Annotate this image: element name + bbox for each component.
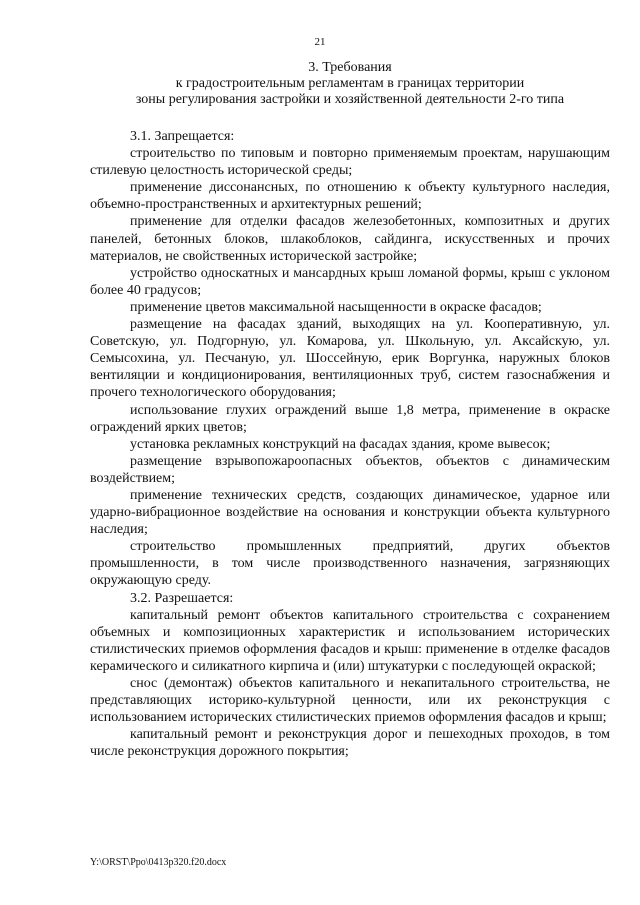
- list-item: размещение взрывопожароопасных объектов, объектов с динамическим воздействием;: [90, 453, 610, 486]
- list-item: использование глухих ограждений выше 1,8 метра, применение в окраске ограждений ярких цветов;: [90, 402, 610, 435]
- section-label-prohibited: 3.1. Запрещается:: [130, 129, 235, 144]
- heading-title: 3. Требования: [308, 60, 392, 75]
- list-item: строительство промышленных предприятий, других объектов промышленности, в том числе производственного назначения, загрязняющих окружающую среду.: [90, 539, 610, 589]
- section-label-allowed: 3.2. Разрешается:: [130, 590, 234, 606]
- heading-subtitle-line1: к градостроительным регламентам в границах территории: [175, 76, 525, 91]
- list-item: применение цветов максимальной насыщенности в окраске фасадов;: [130, 299, 542, 315]
- list-item: строительство по типовым и повторно применяемым проектам, нарушающим стилевую целостность исторической среды;: [90, 146, 610, 179]
- footer-file-path: Y:\ORST\Ppo\0413p320.f20.docx: [90, 857, 227, 868]
- page-number: 21: [314, 36, 326, 48]
- list-item: снос (демонтаж) объектов капитального и некапитального строительства, не представляющих историко-культурной ценности, или их реконструкция с использованием исторических стилистических приемов оформления фасадов и крыш;: [90, 676, 610, 726]
- list-item: применение технических средств, создающих динамическое, ударное или ударно-вибрационное воздействие на основания и конструкции объекта культурного наследия;: [90, 487, 610, 538]
- list-item: применение для отделки фасадов железобетонных, композитных и других панелей, бетонных блоков, шлакоблоков, сайдинга, искусственных и прочих материалов, не свойственных исторической застройке;: [90, 214, 610, 264]
- list-item: установка рекламных конструкций на фасадах здания, кроме вывесок;: [130, 436, 551, 452]
- list-item: устройство односкатных и мансардных крыш ломаной формы, крыш с уклоном более 40 градусов;: [90, 265, 610, 298]
- list-item: капитальный ремонт и реконструкция дорог и пешеходных проходов, в том числе реконструкция дорожного покрытия;: [90, 727, 610, 760]
- document-body: [90, 128, 610, 760]
- section-heading: [90, 60, 610, 108]
- list-item: размещение на фасадах зданий, выходящих на ул. Кооперативную, ул. Советскую, ул. Подгорную, ул. Комарова, ул. Школьную, ул. Аксайскую, ул. Семысохина, ул. Песчаную, ул. Шоссейную, ерик Воргунка, наружных блоков вентиляции и кондиционирования, вентиляционных труб, систем газоснабжения и прочего технологического оборудования;: [90, 317, 610, 401]
- list-item: применение диссонансных, по отношению к объекту культурного наследия, объемно-пространственных и архитектурных решений;: [90, 180, 610, 213]
- heading-subtitle-line2: зоны регулирования застройки и хозяйственной деятельности 2-го типа: [135, 92, 565, 107]
- list-item: капитальный ремонт объектов капитального строительства с сохранением объемных и композиционных характеристик и использованием исторических стилистических приемов оформления фасадов и крыш: применение в отделке фасадов керамического и силикатного кирпича и (или) штукатурки с последующей окраской;: [90, 607, 610, 674]
